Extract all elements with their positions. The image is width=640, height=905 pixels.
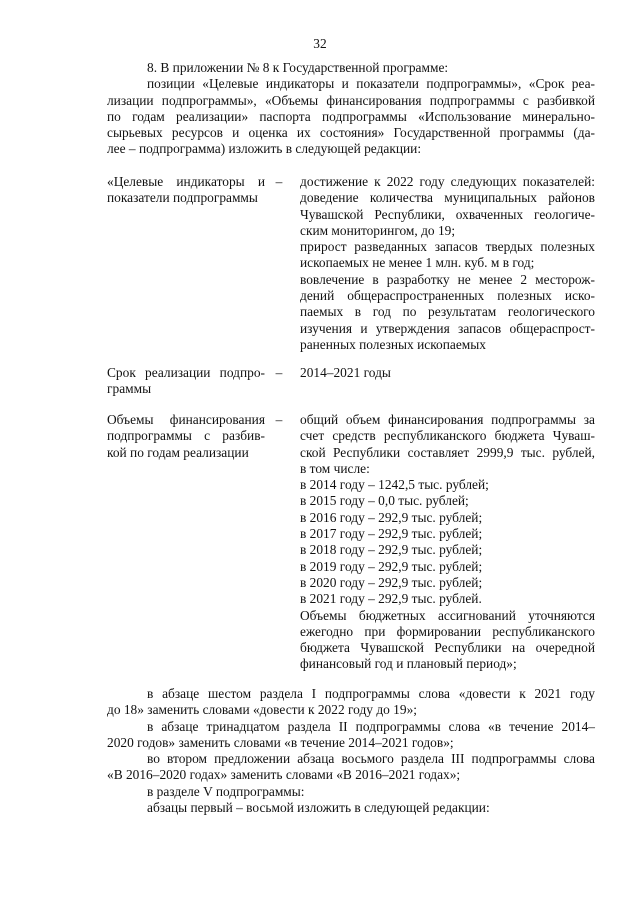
value-line: дений общераспространенных полезных иско- — [300, 288, 595, 304]
intro-line: позиции «Целевые индикаторы и показатели подпрограммы», «Срок реа- — [147, 76, 595, 92]
intro-line: лее – подпрограмма) изложить в следующей редакции: — [107, 141, 422, 157]
intro-line: сырьевых ресурсов и оценка их состояния» Государственной программы (да- — [107, 125, 595, 141]
row-dash: – — [275, 365, 283, 380]
value-line: в 2020 году – 292,9 тыс. рублей; — [300, 574, 483, 590]
page-number: 32 — [313, 36, 327, 51]
value-line: вовлечение в разработку не менее 2 месторож- — [300, 271, 595, 287]
row-label — [107, 365, 265, 398]
value-line: общий объем финансирования подпрограммы за — [300, 412, 595, 427]
value-line: в 2021 году – 292,9 тыс. рублей. — [300, 591, 482, 607]
value-line: Объемы бюджетных ассигнований уточняются — [300, 607, 595, 623]
closing-paragraphs — [107, 686, 595, 816]
closing-line: в абзаце шестом раздела I подпрограммы слова «довести к 2021 году — [147, 686, 595, 701]
closing-line: «В 2016–2020 годах» заменить словами «В 2016–2021 годах»; — [107, 767, 461, 783]
label-line: кой по годам реализации — [107, 444, 249, 460]
value-line: Чувашской Республики, охваченных геологиче- — [300, 206, 595, 222]
value-line: доведение количества муниципальных районов — [300, 190, 595, 206]
label-line: «Целевые индикаторы и — [107, 174, 265, 189]
value-line: ископаемых не менее 1 млн. куб. м в год; — [300, 255, 535, 271]
value-line: 2014–2021 годы — [300, 365, 391, 380]
label-line: Объемы финансирования — [107, 412, 265, 427]
closing-line: до 18» заменить словами «довести к 2022 году до 19»; — [107, 702, 417, 718]
closing-line: абзацы первый – восьмой изложить в следующей редакции: — [147, 800, 490, 816]
value-line: достижение к 2022 году следующих показателей: — [300, 174, 595, 189]
value-line: счет средств республиканского бюджета Чуваш- — [300, 428, 595, 444]
value-line: изучения и утверждения запасов общераспрост- — [300, 320, 595, 336]
value-line: финансовый год и плановый период»; — [300, 656, 517, 672]
value-line: в 2018 году – 292,9 тыс. рублей; — [300, 542, 483, 558]
closing-line: 2020 годов» заменить словами «в течение 2014–2021 годов»; — [107, 734, 454, 750]
value-line: паемых в год по результатам геологического — [300, 304, 595, 320]
intro-line: по годам реализации» паспорта подпрограммы «Использование минерально- — [107, 108, 595, 124]
closing-line: в абзаце тринадцатом раздела II подпрограммы слова «в течение 2014– — [147, 718, 595, 734]
value-line: в 2014 году – 1242,5 тыс. рублей; — [300, 477, 489, 493]
value-line: в 2015 году – 0,0 тыс. рублей; — [300, 493, 469, 509]
row-label — [107, 174, 265, 207]
value-line: ской Республики составляет 2999,9 тыс. рублей, — [300, 444, 595, 460]
row-value — [300, 412, 595, 673]
row-dash: – — [275, 174, 283, 189]
row-dash: – — [275, 412, 283, 427]
value-line: в 2019 году – 292,9 тыс. рублей; — [300, 558, 483, 574]
value-line: раненных полезных ископаемых — [300, 336, 486, 352]
value-line: бюджета Чувашской Республики на очередной — [300, 640, 595, 656]
intro-line: 8. В приложении № 8 к Государственной программе: — [147, 60, 449, 75]
value-line: в том числе: — [300, 460, 370, 476]
value-line: прирост разведанных запасов твердых полезных — [300, 239, 595, 255]
closing-line: во втором предложении абзаца восьмого раздела III подпрограммы слова — [147, 751, 595, 767]
value-line: в 2016 году – 292,9 тыс. рублей; — [300, 509, 483, 525]
row-value — [300, 365, 595, 381]
closing-line: в разделе V подпрограммы: — [147, 783, 305, 799]
value-line: ежегодно при формировании республиканского — [300, 623, 595, 639]
row-value — [300, 174, 595, 353]
intro-paragraph — [107, 60, 595, 158]
row-label — [107, 412, 265, 461]
label-line: Срок реализации подпро- — [107, 365, 265, 380]
label-line: показатели подпрограммы — [107, 190, 258, 206]
label-line: граммы — [107, 381, 152, 397]
label-line: подпрограммы с разбив- — [107, 428, 265, 444]
value-line: в 2017 году – 292,9 тыс. рублей; — [300, 526, 483, 542]
intro-line: лизации подпрограммы», «Объемы финансирования подпрограммы с разбивкой — [107, 92, 595, 108]
value-line: ским мониторингом, до 19; — [300, 222, 456, 238]
